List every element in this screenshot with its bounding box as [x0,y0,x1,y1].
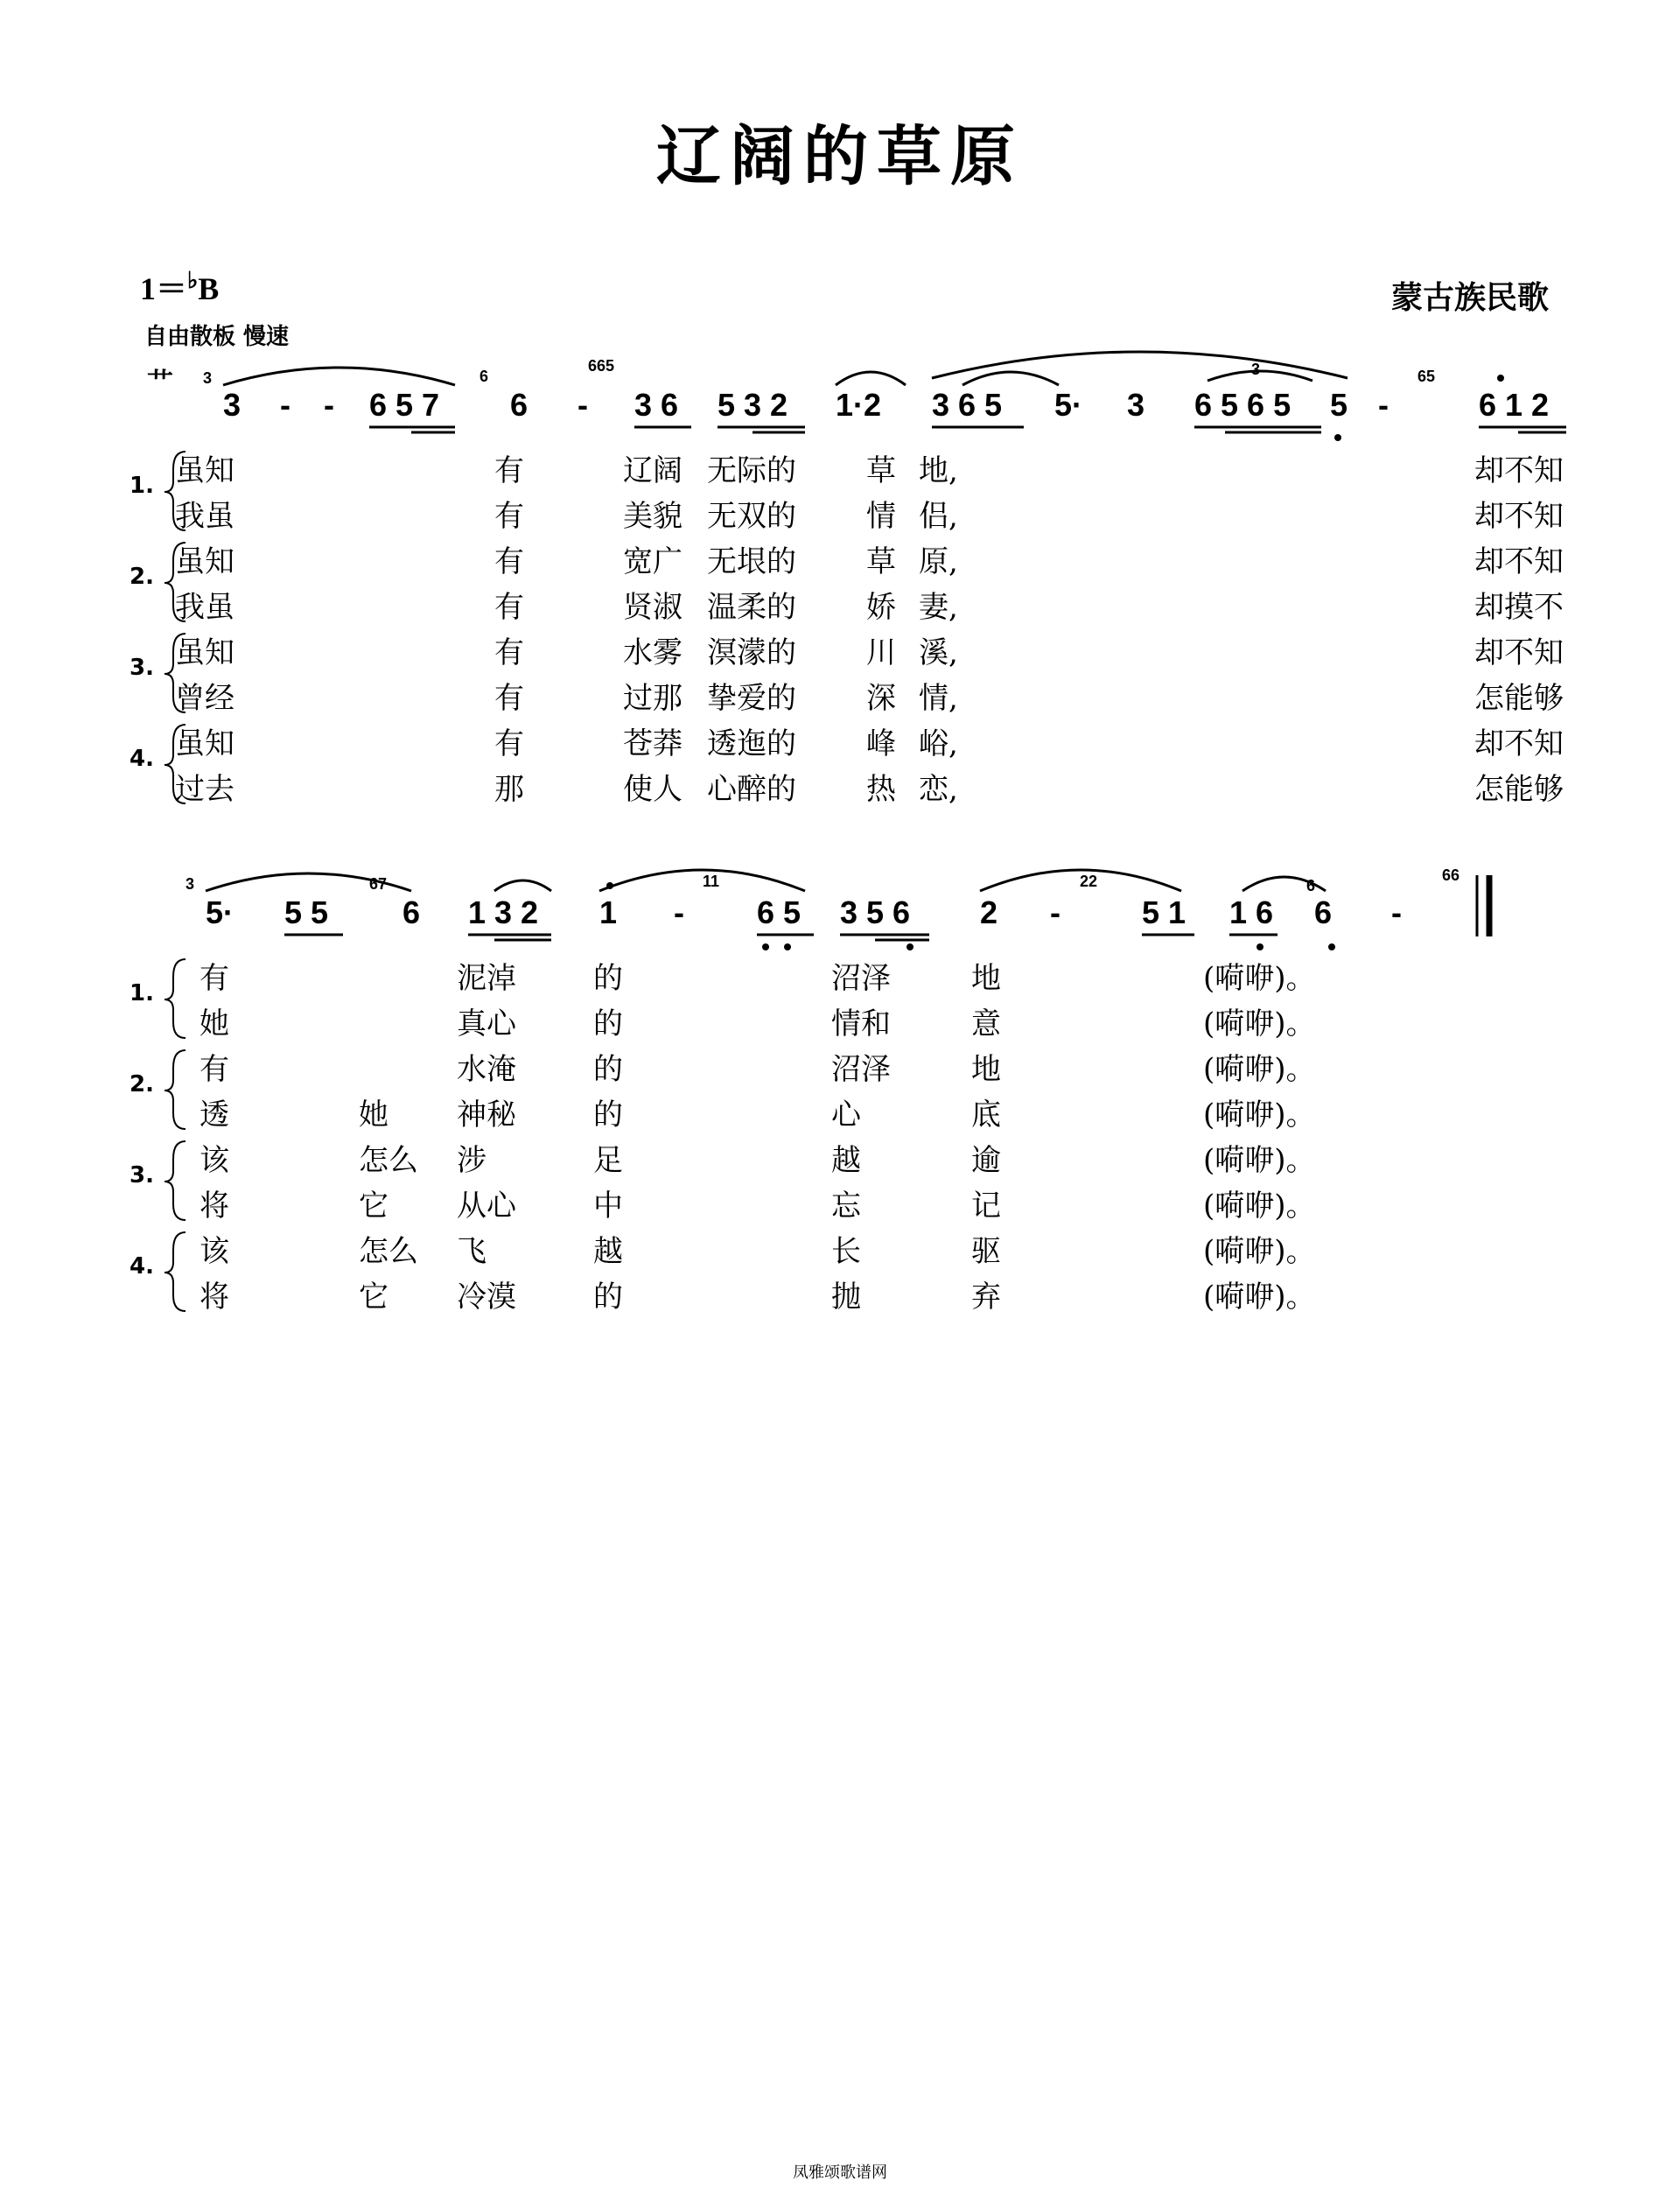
lyric-syllable: 虽知 [175,544,234,579]
lyric-syllable: 将 [200,1280,229,1315]
lyric-syllable: 有 [494,635,524,670]
slur [1242,877,1326,891]
grace-note: 66 [1442,866,1460,884]
lyric-syllable: 深 [866,681,896,716]
lyric-syllable: 虽知 [175,635,234,670]
lyric-syllable: (嗬咿)。 [1203,1280,1316,1315]
grace-note: 11 [703,873,720,890]
note-line2: 5 5 [284,894,329,930]
lyric-syllable: 水淹 [457,1052,516,1087]
lyric-syllable: 该 [200,1234,229,1269]
lyric-syllable: 原, [919,544,958,579]
lyric-syllable: 挚爱的 [707,681,796,716]
verse-brace [164,1050,186,1129]
lyric-syllable: 有 [200,961,229,996]
verse-number: 3. [130,655,154,681]
note-line1: - [578,387,588,423]
lyric-syllable: 使人 [623,772,682,807]
lyric-syllable: (嗬咿)。 [1203,1234,1316,1269]
note-line1: - [1378,387,1389,423]
lyric-syllable: 峰 [866,726,896,761]
note-line1: 5 [1330,387,1348,423]
lyric-syllable: 越 [593,1234,623,1269]
note-line2: 6 5 [757,894,802,930]
lyric-syllable: 越 [831,1143,861,1178]
slur [223,368,455,385]
lyric-syllable: 泥淖 [457,961,516,996]
low-octave-dot [1328,943,1335,950]
lyric-syllable: (嗬咿)。 [1203,1052,1316,1087]
lyric-syllable: 却不知 [1474,726,1564,761]
verse-number: 4. [130,746,154,772]
lyric-syllable: 峪, [919,726,958,761]
lyric-syllable: 将 [200,1189,229,1224]
note-line2: 1 6 [1229,894,1274,930]
note-line1: 6 5 7 [369,387,440,423]
note-line1: 6 1 2 [1479,387,1550,423]
lyric-syllable: 心醉的 [707,772,796,807]
lyric-syllable: 的 [593,1052,623,1087]
lyric-syllable: 怎能够 [1474,772,1564,807]
lyric-syllable: 中 [593,1189,623,1224]
lyric-syllable: 却不知 [1474,635,1564,670]
grace-note: 6 [480,368,489,385]
lyric-syllable: 有 [200,1052,229,1087]
lyric-syllable: 溪, [919,635,958,670]
note-line1: 3 6 [634,387,679,423]
lyric-syllable: 逾 [971,1143,1001,1178]
note-line1: 3 6 5 [932,387,1003,423]
verse-number: 4. [130,1253,154,1280]
low-octave-dot [906,943,914,950]
lyric-syllable: 川 [866,635,896,670]
lyric-syllable: 无双的 [707,499,796,534]
song-title: 辽阔的草原 [656,119,1024,194]
lyric-syllable: 弃 [971,1280,1001,1315]
lyric-syllable: 地 [971,1052,1001,1087]
note-line2: 6 [402,894,421,930]
key-signature: 1＝♭B [140,268,220,306]
lyric-syllable: 的 [593,1280,623,1315]
lyric-syllable: (嗬咿)。 [1203,1143,1316,1178]
note-line2: 1 [599,894,618,930]
lyric-syllable: 的 [593,1098,623,1133]
grace-note: 6 [1306,877,1316,894]
lyric-syllable: 草 [866,453,896,488]
lyric-syllable: 草 [866,544,896,579]
note-line1: 6 [510,387,528,423]
lyric-syllable: 贤淑 [623,590,682,625]
lyric-syllable: 我虽 [175,590,234,625]
verse-number: 2. [130,1071,154,1098]
lyric-syllable: 过那 [623,681,682,716]
note-line1: 3 [1127,387,1145,423]
verse-brace [164,634,186,712]
phrase-slur [980,870,1181,891]
slur [494,880,551,891]
lyric-syllable: 真心 [457,1006,516,1041]
lyric-syllable: 心 [831,1098,861,1133]
lyric-syllable: 的 [593,1006,623,1041]
lyric-syllable: 虽知 [175,453,234,488]
lyric-syllable: 她 [359,1098,388,1133]
note-line2: 1 3 2 [468,894,539,930]
lyric-syllable: 涉 [457,1143,486,1178]
lyric-syllable: 有 [494,544,524,579]
lyric-syllable: 意 [971,1006,1001,1041]
grace-note: 665 [588,357,615,375]
lyric-syllable: 冷漠 [457,1280,516,1315]
lyric-syllable: 忘 [831,1189,861,1224]
note-line1: 3 [223,387,242,423]
lyric-syllable: 底 [971,1098,1001,1133]
lyric-syllable: (嗬咿)。 [1203,961,1316,996]
lyric-syllable: 无垠的 [707,544,796,579]
verse-number: 2. [130,564,154,590]
lyric-syllable: 情 [866,499,896,534]
grace-note: 3 [203,369,213,387]
lyric-syllable: 娇 [866,590,896,625]
tempo-marking: 自由散板 慢速 [144,324,290,350]
high-octave-dot [1497,375,1504,382]
lyric-syllable: 我虽 [175,499,234,534]
lyric-syllable: 抛 [831,1280,861,1315]
high-octave-dot [606,882,613,889]
lyric-syllable: 水雾 [623,635,682,670]
lyric-syllable: 溟濛的 [707,635,796,670]
lyric-syllable: 妻, [919,590,958,625]
lyric-syllable: 却摸不 [1474,590,1564,625]
lyric-syllable: 地, [919,453,958,488]
phrase-slur [599,870,805,891]
note-line1: 5· [1054,387,1083,423]
note-line1: - [324,387,334,423]
note-line1: 5 3 2 [718,387,788,423]
lyric-syllable: 该 [200,1143,229,1178]
lyric-syllable: 曾经 [175,681,234,716]
lyric-syllable: 却不知 [1474,499,1564,534]
lyric-syllable: (嗬咿)。 [1203,1006,1316,1041]
lyric-syllable: (嗬咿)。 [1203,1189,1316,1224]
lyric-syllable: 恋, [919,772,958,807]
verse-brace [164,452,186,530]
lyric-syllable: (嗬咿)。 [1203,1098,1316,1133]
lyric-syllable: 透迤的 [707,726,796,761]
lyric-syllable: 那 [494,772,524,807]
note-line2: - [1391,894,1402,930]
note-line1: - [280,387,290,423]
lyric-syllable: 有 [494,681,524,716]
verse-brace [164,1141,186,1220]
lyric-syllable: 辽阔 [623,453,682,488]
lyric-syllable: 透 [200,1098,229,1133]
lyric-syllable: 怎么 [359,1234,418,1269]
lyric-syllable: 却不知 [1474,544,1564,579]
lyric-syllable: 它 [359,1280,388,1315]
lyric-syllable: 却不知 [1474,453,1564,488]
grace-note: 65 [1418,368,1436,385]
lyric-syllable: 有 [494,453,524,488]
lyric-syllable: 虽知 [175,726,234,761]
grace-note: 67 [369,875,388,893]
lyric-syllable: 长 [831,1234,861,1269]
note-line2: - [1050,894,1060,930]
lyric-syllable: 它 [359,1189,388,1224]
lyric-syllable: 怎么 [359,1143,418,1178]
lyric-syllable: 情, [919,681,958,716]
lyric-syllable: 飞 [457,1234,486,1269]
lyric-syllable: 沼泽 [831,1052,891,1087]
footer-credit: 凤雅颂歌谱网 [793,2163,887,2182]
note-line2: - [674,894,684,930]
low-octave-dot [1256,943,1264,950]
lyric-syllable: 的 [593,961,623,996]
lyric-syllable: 记 [971,1189,1001,1224]
verse-brace [164,725,186,803]
note-line1: 6 5 6 5 [1194,387,1292,423]
lyric-syllable: 神秘 [457,1098,516,1133]
lyric-syllable: 她 [200,1006,229,1041]
lyric-syllable: 侣, [919,499,958,534]
free-meter-sign: 艹 [147,368,173,397]
composer-credit: 蒙古族民歌 [1390,280,1549,316]
lyric-syllable: 沼泽 [831,961,891,996]
verse-brace [164,543,186,621]
verse-number: 1. [130,473,154,499]
verse-number: 1. [130,980,154,1006]
low-octave-dot [784,943,791,950]
verse-brace [164,1232,186,1311]
grace-note: 22 [1080,873,1098,890]
low-octave-dot [1334,434,1341,441]
lyric-syllable: 美貌 [623,499,682,534]
lyric-syllable: 有 [494,499,524,534]
triplet-bracket [1208,371,1312,381]
verse-brace [164,959,186,1038]
triplet-mark: 3 [1251,361,1261,378]
grace-note: 3 [186,875,195,893]
lyric-syllable: 地 [971,961,1001,996]
slur [206,873,411,891]
lyric-syllable: 宽广 [623,544,682,579]
lyric-syllable: 驱 [971,1234,1001,1269]
note-line2: 5· [206,894,234,930]
lyric-syllable: 有 [494,590,524,625]
slur [836,372,906,385]
note-line2: 3 5 6 [840,894,911,930]
lyric-syllable: 温柔的 [707,590,796,625]
lyric-syllable: 苍莽 [623,726,682,761]
lyric-syllable: 情和 [831,1006,891,1041]
lyric-syllable: 怎能够 [1474,681,1564,716]
note-line2: 2 [980,894,998,930]
lyric-syllable: 无际的 [707,453,796,488]
verse-number: 3. [130,1162,154,1189]
note-line1: 1·2 [836,387,882,423]
low-octave-dot [762,943,769,950]
note-line2: 6 [1314,894,1333,930]
lyric-syllable: 足 [593,1143,623,1178]
note-line2: 5 1 [1142,894,1186,930]
lyric-syllable: 从心 [457,1189,516,1224]
lyric-syllable: 热 [866,772,896,807]
slur [962,372,1059,385]
lyric-syllable: 过去 [175,772,234,807]
lyric-syllable: 有 [494,726,524,761]
